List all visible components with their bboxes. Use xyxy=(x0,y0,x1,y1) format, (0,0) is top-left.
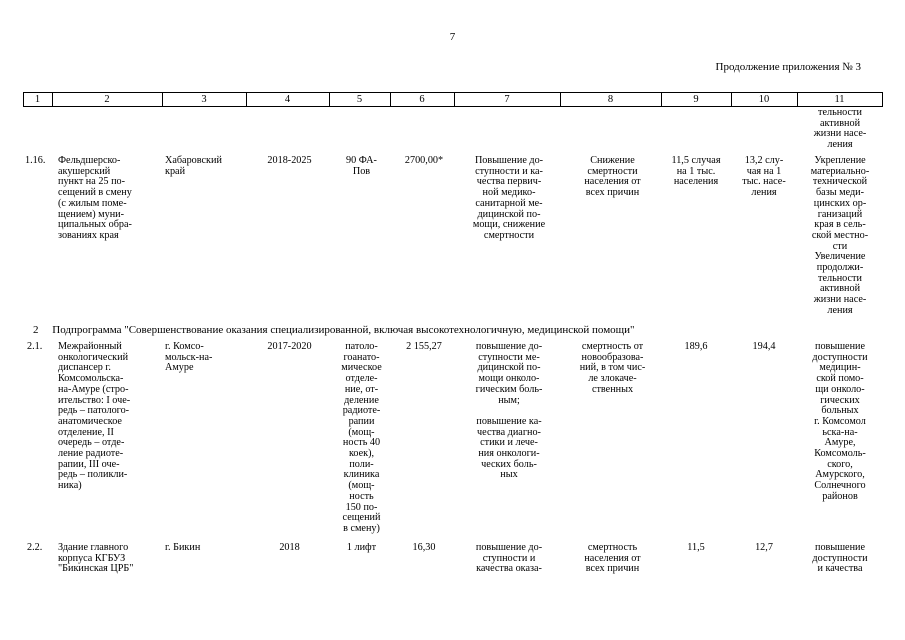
col-header-3: 3 xyxy=(201,94,207,105)
capacity: 1 лифт xyxy=(346,542,377,553)
effect: Укрепление материально- технической базы меди- цинских ор- ганизаций края в сель- ской местно- сти Увеличение продолжи- тельности активной жизни насе- ления xyxy=(810,155,870,316)
col-header-5: 5 xyxy=(356,94,363,105)
capacity: патоло- гоанато- мическое отделе- ние, от- деление радиоте- рапии (мощ- ность 40 коек), поли- клиника (мощ- ность 150 по- сещений в смену) xyxy=(341,341,382,534)
indicator: Снижение смертности населения от всех причин xyxy=(584,155,641,199)
location: Хабаровский край xyxy=(165,155,222,177)
carry-over-effect: тельности активной жизни насе- ления xyxy=(813,107,867,151)
column-header-row xyxy=(23,92,883,107)
col-header-10: 10 xyxy=(758,94,770,105)
cost: 16,30 xyxy=(412,542,436,553)
row-number: 1.16. xyxy=(25,155,46,166)
header-bottom-line xyxy=(23,106,883,107)
object-name: Межрайонный онкологический диспансер г. Комсомольска- на-Амуре (стро- ительство: I оче- редь – патолого- анатомическое отделение, II очередь – отде- ление радиоте- рапии, III оче- редь – поликли- ника) xyxy=(58,341,131,492)
col-header-9: 9 xyxy=(693,94,699,105)
base-value: 189,6 xyxy=(684,341,708,352)
period: 2017-2020 xyxy=(267,341,312,352)
row-number: 2.1. xyxy=(27,341,43,352)
row-number: 2.2. xyxy=(27,542,43,553)
indicator: смертность от новообразова- ний, в том чис- ле злокаче- ственных xyxy=(579,341,646,395)
cost: 2700,00* xyxy=(404,155,444,166)
location: г. Бикин xyxy=(165,542,201,553)
location: г. Комсо- мольск-на- Амуре xyxy=(165,341,213,374)
col-header-4: 4 xyxy=(284,94,291,105)
cost: 2 155,27 xyxy=(406,341,442,352)
subprogram-number: 2 xyxy=(33,324,39,336)
base-value: 11,5 xyxy=(687,542,705,553)
period: 2018-2025 xyxy=(267,155,312,166)
base-value: 11,5 случая на 1 тыс. населения xyxy=(671,155,721,188)
col-header-11: 11 xyxy=(834,94,845,105)
effect: повышение доступности медицин- ской помо- щи онколо- гических больных г. Комсомол ьска-на- Амуре, Комсомоль- ского, Амурского, Солнечного районов xyxy=(812,341,868,502)
indicator: смертность населения от всех причин xyxy=(584,542,641,575)
target-value: 13,2 слу- чая на 1 тыс. насе- ления xyxy=(742,155,786,199)
capacity: 90 ФА- Пов xyxy=(346,155,377,177)
period: 2018 xyxy=(279,542,300,553)
object-name: Здание главного корпуса КГБУЗ "Бикинская ЦРБ" xyxy=(58,542,134,575)
target-value: 12,7 xyxy=(755,542,773,553)
col-header-2: 2 xyxy=(104,94,110,105)
effect: повышение доступности и качества xyxy=(812,542,868,575)
goal: повышение до- ступности ме- дицинской по- мощи онколо- гическим боль- ным; повышение ка- чества диагно- стики и лече- ния онкологи- ческих боль- ных xyxy=(475,341,543,481)
target-value: 194,4 xyxy=(752,341,776,352)
col-header-7: 7 xyxy=(504,94,510,105)
col-header-8: 8 xyxy=(607,94,614,105)
goal: Повышение до- ступности и ка- чества первич- ной медико- санитарной ме- дицинской по- мощи, снижение смертности xyxy=(472,155,546,241)
subprogram-heading xyxy=(33,324,635,336)
col-header-6: 6 xyxy=(419,94,425,105)
col-divider xyxy=(882,92,883,107)
col-header-1: 1 xyxy=(34,94,41,105)
subprogram-title: Подпрограмма "Совершенствование оказания специализированной, включая высокотехнологичную, медицинской помощи" xyxy=(52,324,635,336)
continuation-label: Продолжение приложения № 3 xyxy=(715,61,861,73)
object-name: Фельдшерско- акушерский пункт на 25 по- сещений в смену (с жилым поме- щением) муни- ципальных обра- зованиях края xyxy=(58,155,132,241)
goal: повышение до- ступности и качества оказа- xyxy=(475,542,543,575)
page-number: 7 xyxy=(449,31,456,43)
